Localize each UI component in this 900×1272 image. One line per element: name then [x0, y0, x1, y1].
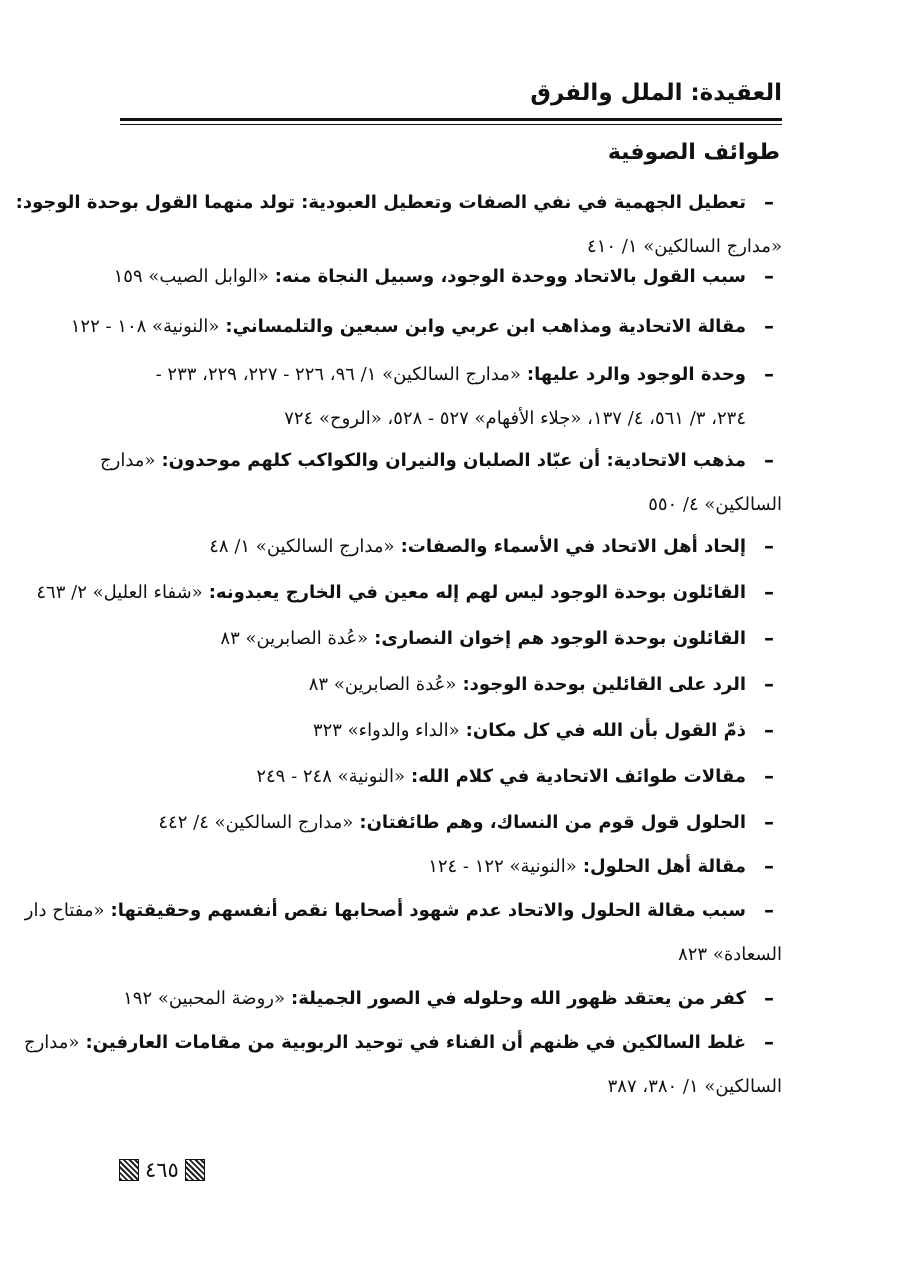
bullet-dash: – [764, 986, 774, 1010]
entry-source: «النونية» ١٢٢ - ١٢٤ [428, 856, 577, 877]
bullet-dash: – [764, 898, 774, 922]
entry-topic: سبب القول بالاتحاد ووحدة الوجود، وسبيل النجاة منه: [274, 266, 746, 287]
entry-topic: القائلون بوحدة الوجود ليس لهم إله معين في الخارج يعبدونه: [208, 582, 746, 603]
entry-source: «مدارج السالكين» ١/ ٤١٠ [587, 236, 782, 257]
entry-source-continued: السالكين» ١/ ٣٨٠، ٣٨٧ [607, 1076, 782, 1097]
entry-source: «عُدة الصابرين» ٨٣ [220, 628, 369, 649]
ornament-right-icon [185, 1159, 205, 1181]
running-header: العقيدة: الملل والفرق [530, 80, 782, 106]
entry-topic: تعطيل الجهمية في نفي الصفات وتعطيل العبودية: تولد منهما القول بوحدة الوجود: [15, 192, 746, 213]
bullet-dash: – [764, 854, 774, 878]
entry-source: «النونية» ٢٤٨ - ٢٤٩ [256, 766, 405, 787]
entry-topic: سبب مقالة الحلول والاتحاد عدم شهود أصحابها نقص أنفسهم وحقيقتها: [110, 900, 746, 921]
ornament-left-icon [119, 1159, 139, 1181]
entry-source: «مدارج [100, 450, 156, 471]
entry-source: «مدارج السالكين» ١/ ٤٨ [209, 536, 395, 557]
entry-topic: مقالة الاتحادية ومذاهب ابن عربي وابن سبعين والتلمساني: [225, 316, 746, 337]
bullet-dash: – [764, 190, 774, 214]
entry-topic: مقالات طوائف الاتحادية في كلام الله: [411, 766, 746, 787]
bullet-dash: – [764, 314, 774, 338]
entry-source: «الوابل الصيب» ١٥٩ [113, 266, 269, 287]
bullet-dash: – [764, 764, 774, 788]
bullet-dash: – [764, 580, 774, 604]
entry-source: «مفتاح دار [24, 900, 105, 921]
page-number: ٤٦٥ [145, 1158, 179, 1182]
bullet-dash: – [764, 264, 774, 288]
entry-source-continued: السالكين» ٤/ ٥٥٠ [648, 494, 782, 515]
entry-topic: الرد على القائلين بوحدة الوجود: [462, 674, 746, 695]
entry-source: «مدارج السالكين» ١/ ٩٦، ٢٢٦ - ٢٢٧، ٢٢٩، ٢٣٣ - [155, 364, 521, 385]
entry-source: «مدارج [23, 1032, 80, 1053]
entry-source: «النونية» ١٠٨ - ١٢٢ [70, 316, 220, 337]
bullet-dash: – [764, 810, 774, 834]
entry-source-continued: السعادة» ٨٢٣ [678, 944, 782, 965]
bullet-dash: – [764, 448, 774, 472]
entry-topic: ذمّ القول بأن الله في كل مكان: [465, 720, 746, 741]
entry-topic: مقالة أهل الحلول: [582, 856, 746, 877]
section-title: طوائف الصوفية [607, 140, 780, 165]
entry-source: «عُدة الصابرين» ٨٣ [308, 674, 457, 695]
bullet-dash: – [764, 718, 774, 742]
entry-source: «مدارج السالكين» ٤/ ٤٤٢ [158, 812, 354, 833]
bullet-dash: – [764, 626, 774, 650]
bullet-dash: – [764, 1030, 774, 1054]
entry-source: «شفاء العليل» ٢/ ٤٦٣ [36, 582, 203, 603]
bullet-dash: – [764, 672, 774, 696]
entry-topic: الحلول قول قوم من النساك، وهم طائفتان: [359, 812, 746, 833]
entry-topic: إلحاد أهل الاتحاد في الأسماء والصفات: [400, 536, 746, 557]
page-footer [119, 1158, 205, 1182]
entry-topic: وحدة الوجود والرد عليها: [526, 364, 746, 385]
entry-source: «روضة المحبين» ١٩٢ [123, 988, 285, 1009]
entry-topic: غلط السالكين في ظنهم أن الفناء في توحيد الربوبية من مقامات العارفين: [85, 1032, 746, 1053]
bullet-dash: – [764, 534, 774, 558]
entry-topic: مذهب الاتحادية: أن عبّاد الصلبان والنيران والكواكب كلهم موحدون: [161, 450, 746, 471]
bullet-dash: – [764, 362, 774, 386]
entry-source-continued: ٢٣٤، ٣/ ٥٦١، ٤/ ١٣٧، «جلاء الأفهام» ٥٢٧ - ٥٢٨، «الروح» ٧٢٤ [284, 408, 746, 429]
entry-source: «الداء والدواء» ٣٢٣ [312, 720, 460, 741]
entry-topic: القائلون بوحدة الوجود هم إخوان النصارى: [374, 628, 746, 649]
entry-topic: كفر من يعتقد ظهور الله وحلوله في الصور الجميلة: [291, 988, 746, 1009]
